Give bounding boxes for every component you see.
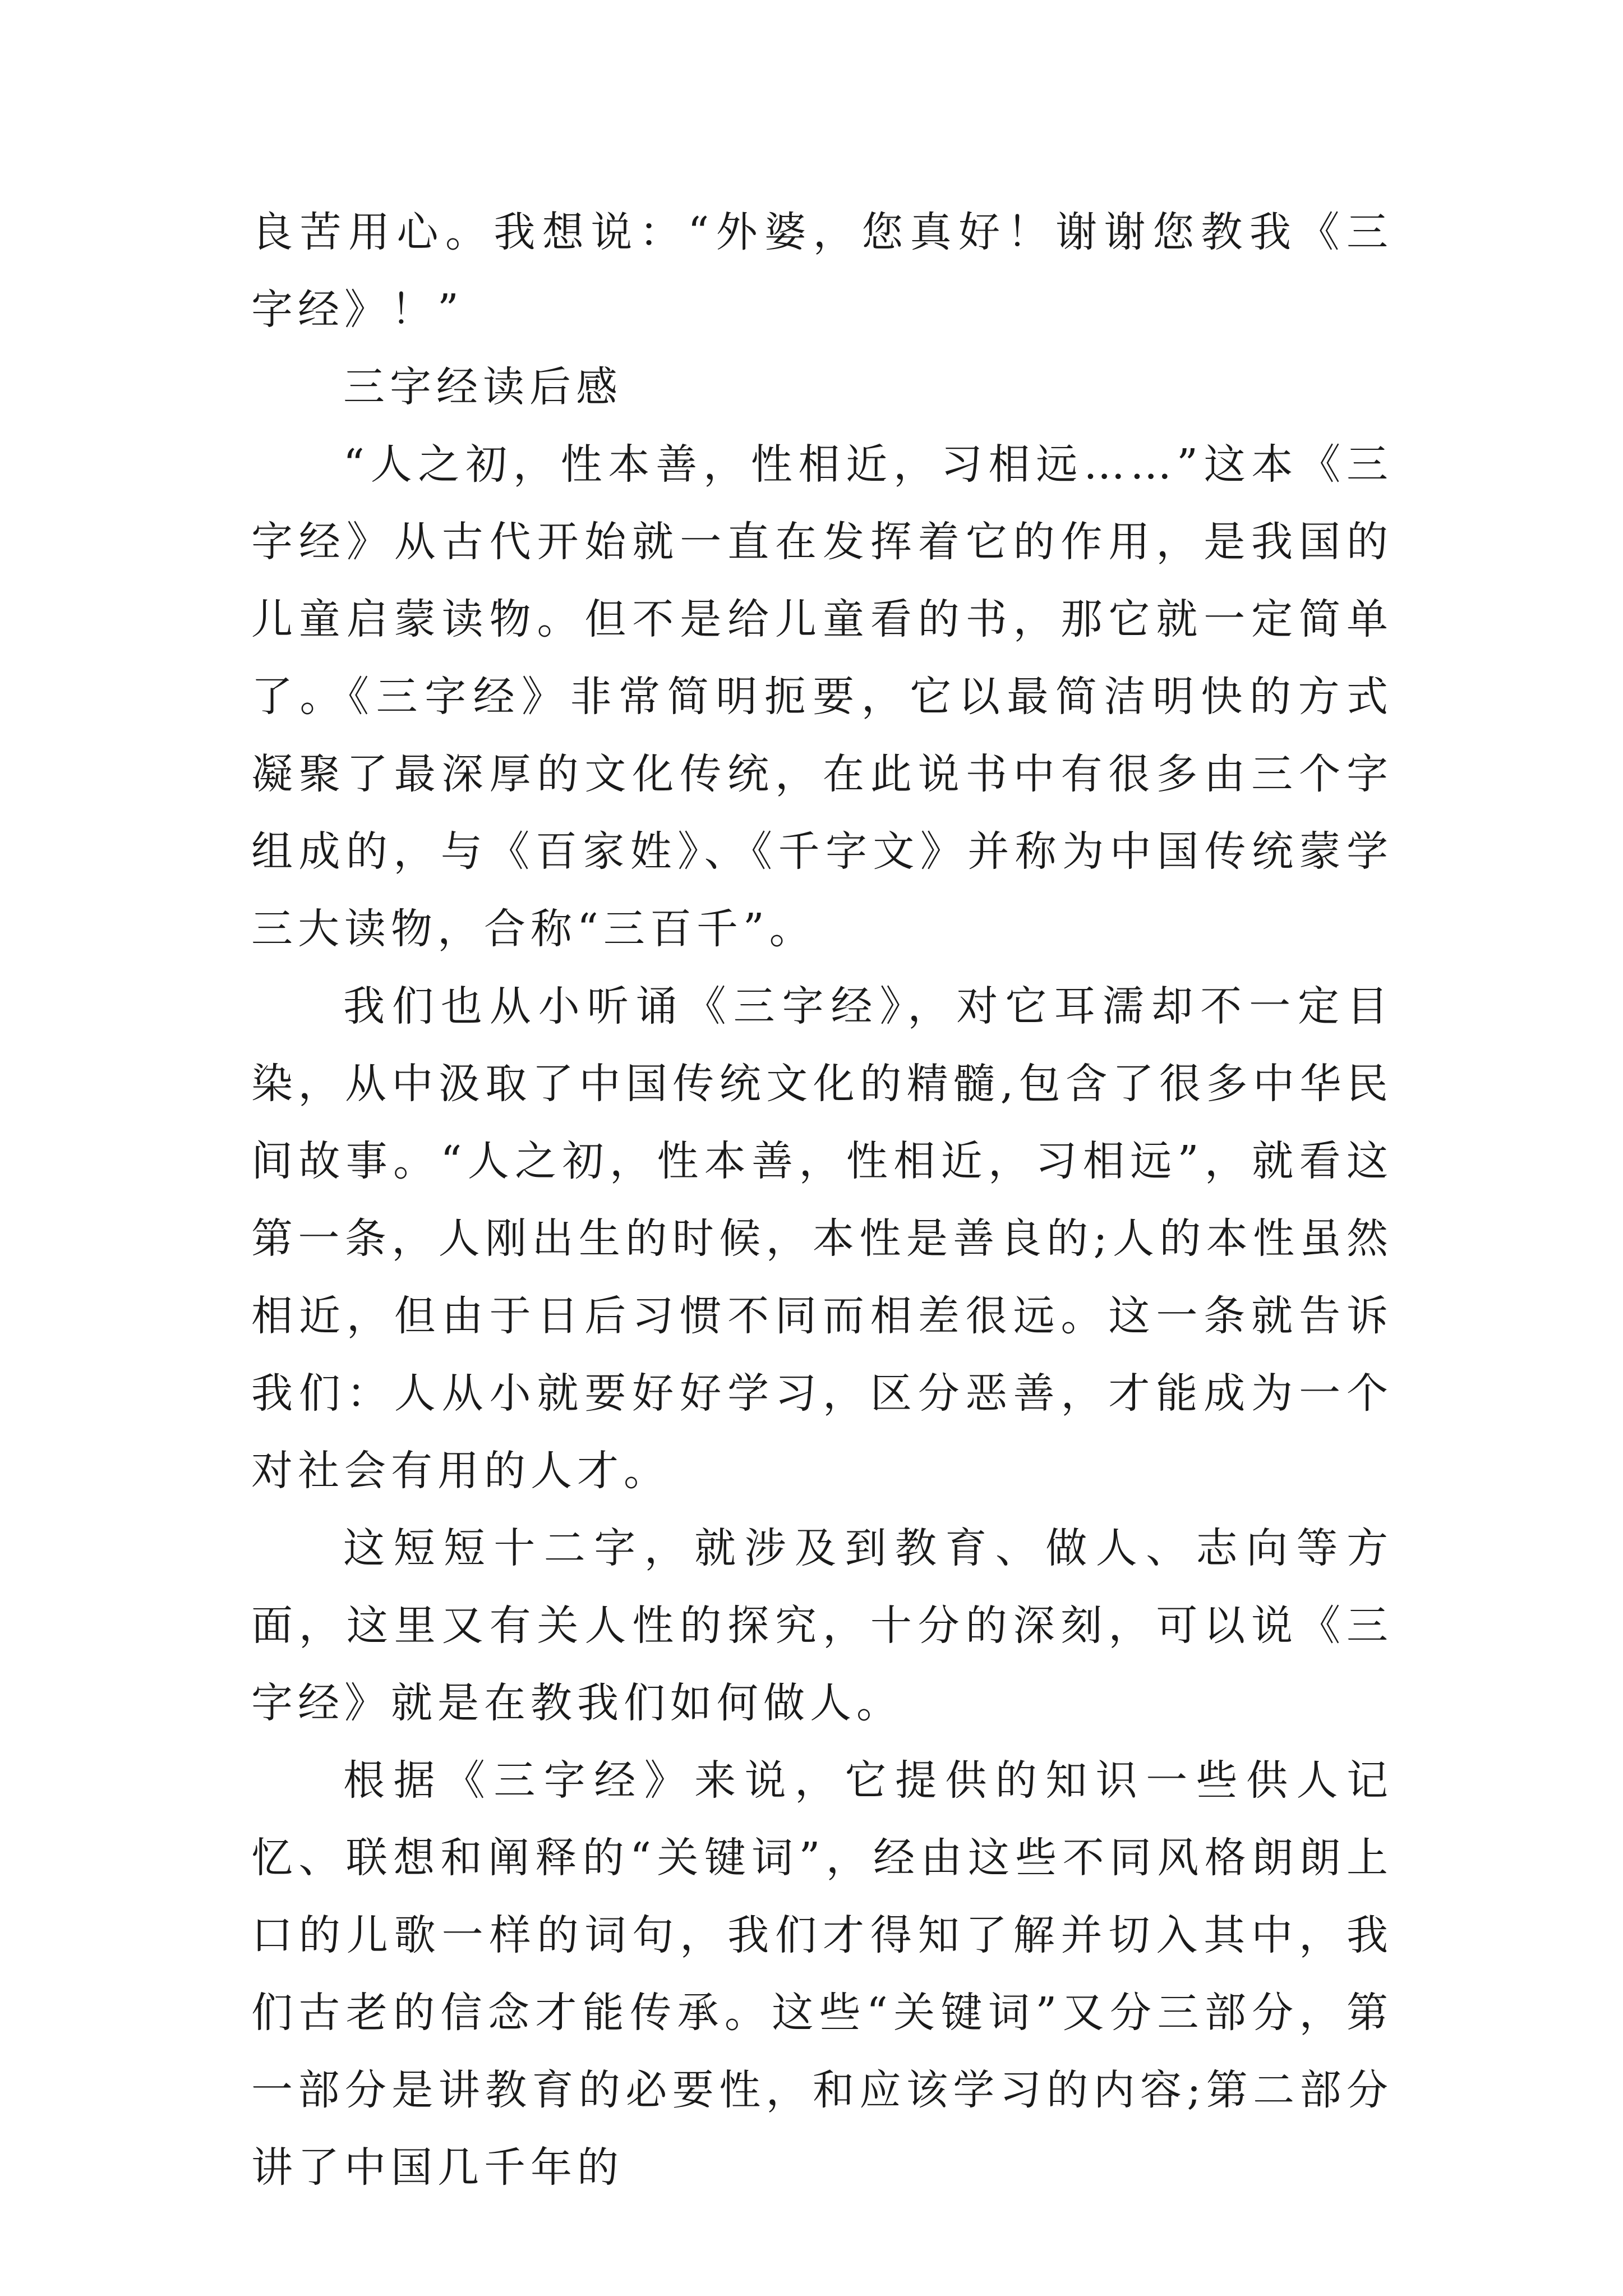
paragraph-first-line-meaning: 我们也从小听诵《三字经》，对它耳濡却不一定目染，从中汲取了中国传统文化的精髓,包含了很多中华民间故事。“人之初，性本善，性相近，习相远”，就看这第一条，人刚出生的时候，本性是善良的;人的本性虽然相近，但由于日后习惯不同而相差很远。这一条就告诉我们：人从小就要好好学习，区分恶善，才能成为一个对社会有用的人才。 — [251, 982, 1393, 1495]
paragraph-intro: “人之初，性本善，性相近，习相远……”这本《三字经》从古代开始就一直在发挥着它的作用，是我国的儿童启蒙读物。但不是给儿童看的书，那它就一定简单了。《三字经》非常简明扼要，它以最简洁明快的方式凝聚了最深厚的文化传统，在此说书中有很多由三个字组成的，与《百家姓》、《千字文》并称为中国传统蒙学三大读物，合称“三百千”。 — [251, 440, 1393, 953]
body-text — [251, 194, 1393, 2206]
section-heading: 三字经读后感 — [343, 363, 623, 411]
paragraph-continuation: 良苦用心。我想说：“外婆，您真好！谢谢您教我《三字经》！” — [251, 208, 1393, 334]
paragraph-twelve-characters: 这短短十二字，就涉及到教育、做人、志向等方面，这里又有关人性的探究，十分的深刻，可以说《三字经》就是在教我们如何做人。 — [251, 1524, 1393, 1727]
paragraph-keywords: 根据《三字经》来说，它提供的知识一些供人记忆、联想和阐释的“关键词”，经由这些不同风格朗朗上口的儿歌一样的词句，我们才得知了解并切入其中，我们古老的信念才能传承。这些“关键词”又分三部分，第一部分是讲教育的必要性，和应该学习的内容;第二部分讲了中国几千年的 — [251, 1756, 1393, 2192]
